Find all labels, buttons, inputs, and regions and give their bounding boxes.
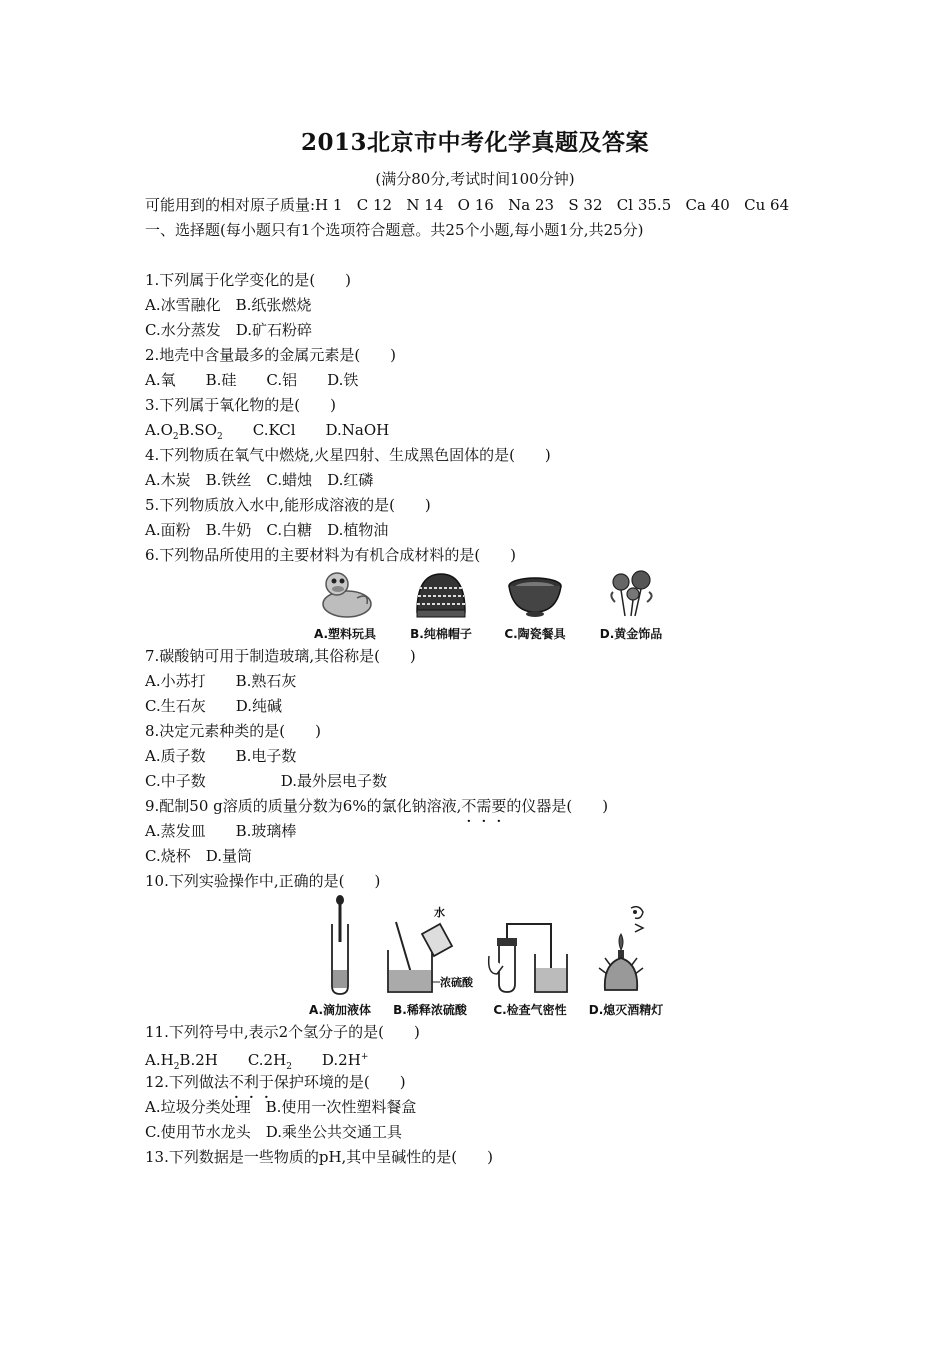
q3-a-sub: 2 [172,432,179,442]
q11-option-d: D.2H [291,1051,361,1069]
page-title: 2013北京市中考化学真题及答案 [300,129,649,156]
q12-stem-post: 保护环境的是( ) [273,1073,406,1091]
q8-options-1: A.质子数 B.电子数 [145,747,297,765]
ceramic-bowl-icon [505,568,565,620]
water-label: 水 [434,906,445,919]
q11-d-sup: + [360,1052,369,1062]
q3-option-a: A.O [145,421,173,439]
dropper-test-tube-icon [310,894,370,998]
q9-emphasis-3: 要 [491,797,507,815]
q13-stem: 13.下列数据是一些物质的pH,其中呈碱性的是( ) [145,1148,494,1166]
q12-emphasis-2: 利 [243,1073,259,1091]
q11-options [145,1045,825,1070]
airtightness-check-icon [485,894,575,998]
exam-info: (满分80分,考试时间100分钟) [375,170,575,188]
q8-options-2: C.中子数 D.最外层电子数 [145,772,387,790]
q11-option-b: B.2H [179,1051,218,1069]
q9-options-1: A.蒸发皿 B.玻璃棒 [145,822,297,840]
q6-caption-d: D.黄金饰品 [599,627,663,641]
q6-figure-c [485,568,585,647]
q8-stem: 8.决定元素种类的是( ) [145,722,322,740]
section-heading: 一、选择题(每小题只有1个选项符合题意。共25个小题,每小题1分,共25分) [145,221,644,239]
q7-options-2: C.生石灰 D.纯碱 [145,697,282,715]
q11-stem: 11.下列符号中,表示2个氢分子的是( ) [145,1023,420,1041]
q6-stem: 6.下列物品所使用的主要材料为有机合成材料的是( ) [145,546,517,564]
q2-options: A.氧 B.硅 C.铝 D.铁 [145,371,359,389]
q11-option-a: A.H [145,1051,174,1069]
dilute-acid-icon [382,894,478,998]
q1-options-2: C.水分蒸发 D.矿石粉碎 [145,321,312,339]
q12-options-1: A.垃圾分类处理 B.使用一次性塑料餐盒 [145,1098,417,1116]
alcohol-lamp-icon [591,894,661,998]
q10-figure-b [380,894,480,1023]
gold-flower-icon [601,568,661,620]
q6-figure-b [391,568,491,647]
q9-emphasis-2: 需 [476,797,492,815]
q10-caption-a: A.滴加液体 [308,1003,372,1017]
q10-figures [290,894,670,1020]
q1-options-1: A.冰雪融化 B.纸张燃烧 [145,296,312,314]
q3-option-cd: C.KCl D.NaOH [222,421,390,439]
exam-content [145,193,825,1170]
q1-stem: 1.下列属于化学变化的是( ) [145,271,352,289]
q12-stem [145,1070,825,1095]
q4-stem: 4.下列物质在氧气中燃烧,火星四射、生成黑色固体的是( ) [145,446,551,464]
q2-stem: 2.地壳中含量最多的金属元素是( ) [145,346,397,364]
q3-b-sub: 2 [217,432,223,442]
q9-stem-pre: 9.配制50 g溶质的质量分数为6%的氯化钠溶液, [145,797,462,815]
q6-caption-c: C.陶瓷餐具 [504,627,566,641]
spacer [145,243,825,268]
q10-figure-d [576,894,676,1023]
q6-caption-a: A.塑料玩具 [313,627,377,641]
q6-figures [295,568,675,644]
knit-hat-icon [411,568,471,620]
q11-option-c: C.2H [217,1051,287,1069]
q10-stem: 10.下列实验操作中,正确的是( ) [145,872,381,890]
q3-stem: 3.下列属于氧化物的是( ) [145,396,337,414]
q7-options-1: A.小苏打 B.熟石灰 [145,672,297,690]
q12-emphasis-3: 于 [258,1073,274,1091]
q11-c-sub: 2 [286,1062,292,1072]
atomic-masses: 可能用到的相对原子质量:H 1 C 12 N 14 O 16 Na 23 S 32 Cl 35.5 Ca 40 Cu 64 [145,196,790,214]
q10-caption-c: C.检查气密性 [493,1003,567,1017]
q12-stem-pre: 12.下列做法 [145,1073,229,1091]
q3-option-b: B.SO [178,421,218,439]
q5-options: A.面粉 B.牛奶 C.白糖 D.植物油 [145,521,389,539]
q4-options: A.木炭 B.铁丝 C.蜡烛 D.红磷 [145,471,374,489]
q10-figure-a [290,894,390,1023]
q6-figure-d [581,568,681,647]
q9-emphasis-1: 不 [461,797,477,815]
q9-options-2: C.烧杯 D.量筒 [145,847,252,865]
q12-options-2: C.使用节水龙头 D.乘坐公共交通工具 [145,1123,402,1141]
q9-stem [145,794,825,819]
q3-options [145,418,825,443]
q12-emphasis-1: 不 [228,1073,244,1091]
acid-label: 浓硫酸 [440,976,473,989]
q6-figure-a [295,568,395,647]
rubber-duck-icon [315,568,375,620]
q11-a-sub: 2 [173,1062,180,1072]
q5-stem: 5.下列物质放入水中,能形成溶液的是( ) [145,496,431,514]
q10-figure-c [480,894,580,1023]
q6-caption-b: B.纯棉帽子 [410,627,472,641]
q10-caption-d: D.熄灭酒精灯 [588,1003,664,1017]
q10-caption-b: B.稀释浓硫酸 [393,1003,467,1017]
q9-stem-post: 的仪器是( ) [506,797,609,815]
q7-stem: 7.碳酸钠可用于制造玻璃,其俗称是( ) [145,647,416,665]
